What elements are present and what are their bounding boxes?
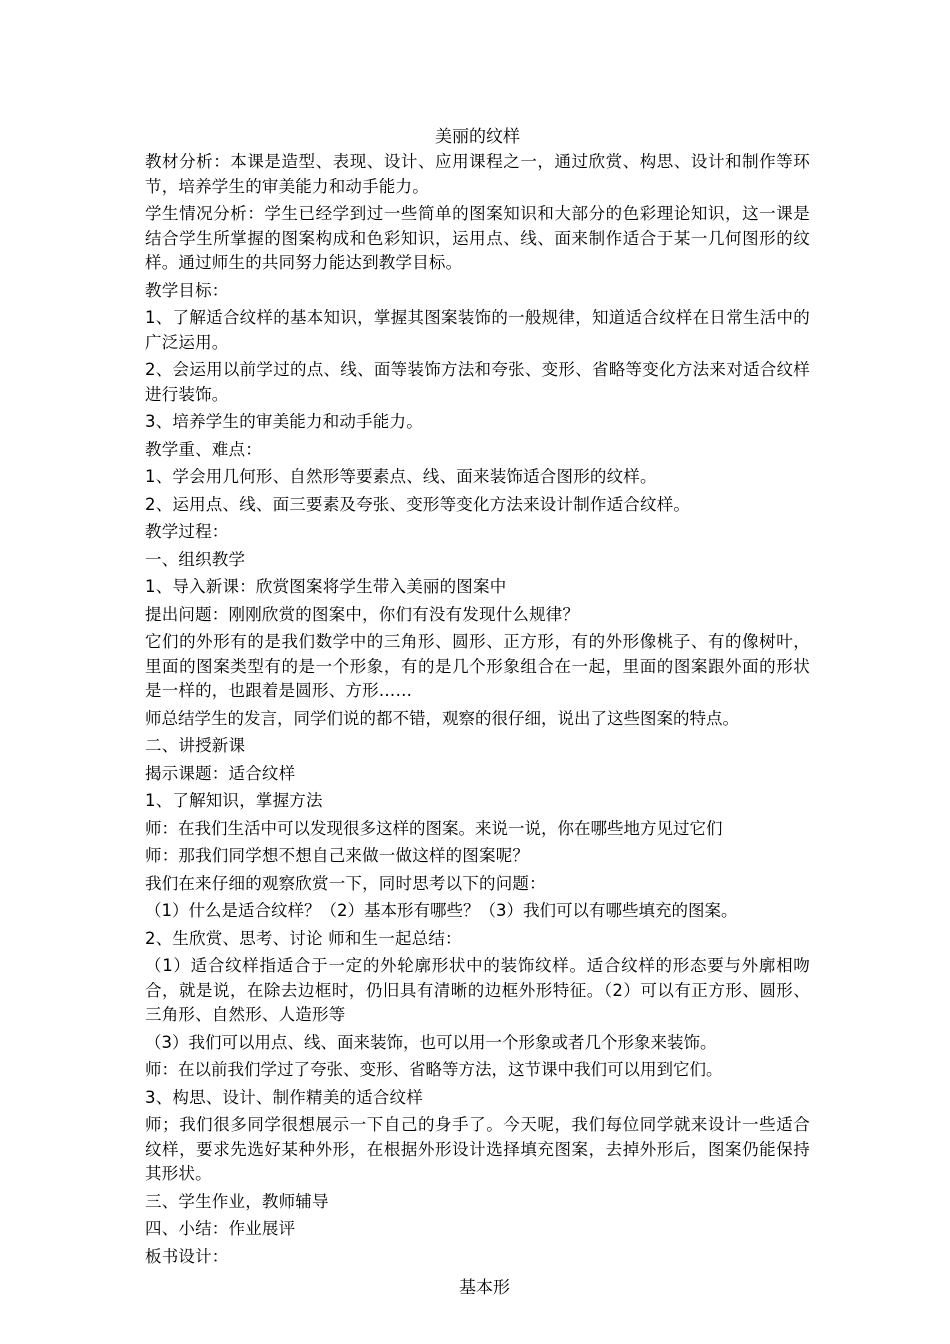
paragraph-shapes-description: 它们的外形有的是我们数学中的三角形、圆形、正方形，有的外形像桃子、有的像树叶，里面的图案类型有的是一个形象，有的是几个形象组合在一起，里面的图案跟外面的形状是一样的，也跟着是圆形、方形…… xyxy=(145,632,810,700)
paragraph-three-questions: （1）什么是适合纹样？（2）基本形有哪些？（3）我们可以有哪些填充的图案。 xyxy=(145,901,738,920)
paragraph-material-analysis: 教材分析：本课是造型、表现、设计、应用课程之一，通过欣赏、构思、设计和制作等环节，培养学生的审美能力和动手能力。 xyxy=(145,152,810,196)
heading-teaching-goals: 教学目标： xyxy=(145,280,229,300)
section-student-work: 三、学生作业，教师辅导 xyxy=(145,1191,329,1211)
paragraph-definition: （1）适合纹样指适合于一定的外轮廓形状中的装饰纹样。适合纹样的形态要与外廓相吻合，就是说，在除去边框时，仍旧具有清晰的边框外形特征。（2）可以有正方形、圆形、三角形、自然形、人造形等 xyxy=(145,956,810,1024)
paragraph-teacher-methods: 师：在以前我们学过了夸张、变形、省略等方法，这节课中我们可以用到它们。 xyxy=(145,1060,723,1079)
section-organize-teaching: 一、组织教学 xyxy=(145,549,246,569)
paragraph-question: 提出问题：刚刚欣赏的图案中，你们有没有发现什么规律？ xyxy=(145,604,580,624)
key-point-1: 1、学会用几何形、自然形等要素点、线、面来装饰适合图形的纹样。 xyxy=(145,467,657,486)
step-understand-knowledge: 1、了解知识，掌握方法 xyxy=(145,791,323,810)
paragraph-student-analysis: 学生情况分析：学生已经学到过一些简单的图案知识和大部分的色彩理论知识，这一课是结合学生所掌握的图案构成和色彩知识，运用点、线、面来制作适合于某一几何图形的纹样。通过师生的共同努力能达到教学目标。 xyxy=(145,204,810,272)
step-design-make: 3、构思、设计、制作精美的适合纹样 xyxy=(145,1087,423,1107)
paragraph-teacher-design-task: 师；我们很多同学很想展示一下自己的身手了。今天呢，我们每位同学就来设计一些适合纹样，要求先选好某种外形，在根据外形设计选择填充图案，去掉外形后，图案仍能保持其形状。 xyxy=(145,1115,810,1183)
paragraph-teacher-summary: 师总结学生的发言，同学们说的都不错，观察的很仔细，说出了这些图案的特点。 xyxy=(145,708,739,728)
heading-board-design: 板书设计： xyxy=(145,1246,229,1266)
document-title: 美丽的纹样 xyxy=(435,127,520,147)
goal-item-1: 1、了解适合纹样的基本知识，掌握其图案装饰的一般规律，知道适合纹样在日常生活中的广泛运用。 xyxy=(145,308,810,352)
board-heading: 基本形 xyxy=(459,1278,510,1298)
heading-teaching-process: 教学过程： xyxy=(145,522,229,541)
step-discuss-summarize: 2、生欣赏、思考、讨论 师和生一起总结： xyxy=(145,928,462,948)
paragraph-topic: 揭示课题：适合纹样 xyxy=(145,763,296,783)
key-point-2: 2、运用点、线、面三要素及夸张、变形等变化方法来设计制作适合纹样。 xyxy=(145,494,691,514)
paragraph-teacher-life-patterns: 师：在我们生活中可以发现很多这样的图案。来说一说，你在哪些地方见过它们 xyxy=(145,818,723,838)
step-introduce-lesson: 1、导入新课：欣赏图案将学生带入美丽的图案中 xyxy=(145,577,507,596)
document-page xyxy=(145,124,810,1301)
section-new-lesson: 二、讲授新课 xyxy=(145,736,246,755)
goal-item-3: 3、培养学生的审美能力和动手能力。 xyxy=(145,412,423,431)
paragraph-observe-questions: 我们在来仔细的观察欣赏一下，同时思考以下的问题： xyxy=(145,873,546,893)
goal-item-2: 2、会运用以前学过的点、线、面等装饰方法和夸张、变形、省略等变化方法来对适合纹样进行装饰。 xyxy=(145,360,810,404)
section-summary: 四、小结：作业展评 xyxy=(145,1219,296,1238)
paragraph-teacher-make-patterns: 师：那我们同学想不想自己来做一做这样的图案呢？ xyxy=(145,846,530,865)
paragraph-decoration-methods: （3）我们可以用点、线、面来装饰，也可以用一个形象或者几个形象来装饰。 xyxy=(145,1032,717,1052)
heading-key-points: 教学重、难点： xyxy=(145,439,262,459)
